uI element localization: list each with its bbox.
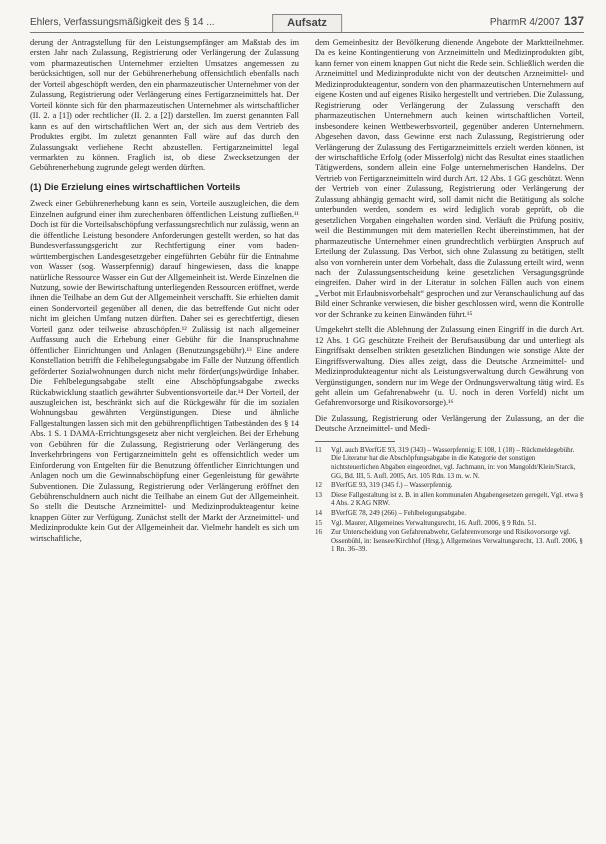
- header-author-title: Ehlers, Verfassungsmäßigkeit des § 14 ...: [30, 17, 215, 28]
- header-section-label: Aufsatz: [272, 14, 342, 32]
- footnote: [315, 481, 584, 490]
- paragraph: dem Gemeinbesitz der Bevölkerung dienende Angebote der Marktteilnehmer. Da es keine Kontingentierung von Arzneimitteln und Medizinprodukten gibt, kann ferner von einem knappen Gut nicht die Rede sein. Schließlich werden die Arzneimittel und Medizinprodukte nicht von der deutschen Arzneimittel- und Medizinprodukteagentur, sondern von den pharmazeutischen Unternehmern auf eigene Kosten und auf eigenes Risiko hergestellt und vertrieben. Die Zulassung, Registrierung oder Verlängerung der Zulassung verschafft den pharmazeutischen Unternehmern auch keinen wirtschaftlichen Vorteil, insbesondere keinen Wettbewerbsvorteil, gegenüber anderen Unternehmern. Abgesehen davon, dass Gewinne erst nach Zulassung, Registrierung oder Verlängerung der Zulassung des Fertigarzneimittels erzielt werden können, ist der wirtschaftliche Erfolg (oder Misserfolg) nicht das Resultat eines staatlichen Tätigwerdens, sondern allein eine Folge unternehmerischen Handelns. Der Vertrieb von Fertigarzneimitteln wird durch Art. 12 Abs. 1 GG geschützt. Wenn der Vertrieb von einer Zulassung, Registrierung oder Verlängerung der Zulassung abhängig gemacht wird, soll damit nicht die Betätigung als solche unterbunden werden, sondern es wird lediglich vorab geprüft, ob die gesetzlichen Vorgaben eingehalten worden sind. Verläuft die Prüfung positiv, weil die Bestimmungen mit dem materiellen Recht übereinstimmen, hat der pharmazeutische Unternehmer einen grundrechtlich verbürgten Anspruch auf Erteilung der Zulassung. Das Verbot, sich ohne Zulassung zu betätigen, stellt also von vornherein unter dem Vorbehalt, dass die Zulassung erteilt wird, wenn nach der Zulassungsentscheidung keine gesetzlichen Versagungsgründe eingreifen. Daher wird in der Literatur in solchen Fällen auch von einem „Verbot mit Erlaubnisvorbehalt“ gesprochen und zur Veranschaulichung auf das Bild einer Schranke verwiesen, die bisher geschlossen wird, wenn die Kontrolle vor der Schranke zu keinen Einwänden führt.¹⁵: [315, 38, 584, 319]
- page-number: 137: [563, 14, 584, 28]
- left-column: [30, 38, 299, 836]
- header-rule: [30, 32, 584, 33]
- footnote: [315, 509, 584, 518]
- section-heading: (1) Die Erzielung eines wirtschaftlichen Vorteils: [30, 180, 241, 192]
- footnote: [315, 519, 584, 528]
- footnote-text: Zur Unterscheidung von Gefahrenabwehr, Gefahrenvorsorge und Risikovorsorge vgl. Ossenbühl, in: Isensee/Kirchhof (Hrsg.), Allgemeines Verwaltungsrecht, 13. Aufl. 2006, § 1 Rn. 36–39.: [331, 528, 583, 554]
- footnote-number: 12: [315, 481, 322, 490]
- footnote: [315, 528, 584, 554]
- footnote-number: 16: [315, 528, 322, 537]
- right-column: [315, 38, 584, 836]
- footnote-text: Vgl. Maurer, Allgemeines Verwaltungsrecht, 16. Aufl. 2006, § 9 Rdn. 51.: [331, 518, 537, 527]
- footnote-number: 15: [315, 518, 322, 527]
- paragraph: Die Zulassung, Registrierung oder Verlängerung der Zulassung, an der die Deutsche Arzneimittel- und Medi-: [315, 413, 584, 434]
- footnote-number: 13: [315, 490, 322, 499]
- footnote-text: Diese Fallgestaltung ist z. B. in allen kommunalen Abgabengesetzen geregelt, Vgl. etwa § 4 Abs. 2 KAG NRW.: [331, 490, 584, 508]
- footnote-number: 14: [315, 508, 322, 517]
- journal-issue: PharmR 4/2007: [489, 17, 560, 28]
- paragraph: Umgekehrt stellt die Ablehnung der Zulassung einen Eingriff in die durch Art. 12 Abs. 1 GG geschützte Freiheit der Berufsausübung dar und unterliegt als Eingriffsakt denselben strikten gesetzlichen Bindungen wie sonstige Akte der Eingriffsverwaltung. Dies alles zeigt, dass die Deutsche Arzneimittel- und Medizinprodukteagentur nicht als Leistungsverwaltung durch Gewährung von Vergünstigungen, sondern nur im Wege der Ordnungsverwaltung tätig wird. Es geht allein um Gefahrenabwehr (u. U. noch in deren Vorfeld) nicht um Gefahrenvorsorge und Risikovorsorge).¹⁶: [315, 325, 584, 408]
- footnote-text: BVerfGE 78, 249 (266) – Fehlbelegungsabgabe.: [331, 508, 467, 517]
- header-journal-issue: [490, 14, 584, 32]
- footnote-number: 11: [315, 445, 322, 454]
- footnote-text: Vgl. auch BVerfGE 93, 319 (343) – Wasserpfennig; E 108, 1 (18) – Rückmeldegebühr. Die Literatur hat die Abschöpfungsabgabe in die Kategorie der sonstigen nichtsteuerlichen Abgaben eingeordnet, vgl. Jachmann, in: von Mangoldt/Klein/Starck, GG, Bd. III, 5. Aufl. 2005, Art. 105 Rdn. 13 m. w. N.: [331, 445, 576, 480]
- running-header: [30, 6, 584, 32]
- footnote: [315, 491, 584, 508]
- footnotes: [315, 446, 584, 554]
- footnote-text: BVerfGE 93, 319 (345 f.) – Wasserpfennig.: [331, 481, 453, 490]
- footnote-rule: [315, 441, 395, 442]
- footnote: [315, 446, 584, 480]
- paragraph: Zweck einer Gebührenerhebung kann es sein, Vorteile auszugleichen, die dem Einzelnen aufgrund einer ihm zurechenbaren öffentlichen Leistung zufließen.¹¹ Doch ist für die Vorteilsabschöpfung verfassungsrechtlich nur zulässig, wenn an die öffentliche Leistung besondere Anforderungen gestellt werden, so hat das Bundesverfassungsgericht zur Rechtfertigung einer vom baden-württembergischen Landesgesetzgeber eingeführten Gebühr für die Entnahme von Wasser (sog. Wasserpfennig) darauf hingewiesen, dass die knappe natürliche Ressource Wasser ein Gut der Allgemeinheit ist. Werde Einzelnen die Nutzung, sowie der Bewirtschaftung unterliegenden Ressourcen eröffnet, werde ihnen die Teilhabe an dem Gut der Allgemeinheit verschafft. Sie erhielten damit einen Sondervorteil gegenüber all denen, die das betreffende Gut nicht oder nicht im gleichen Umfang nutzen dürften. Daher sei es gerechtfertigt, diesen Vorteil ganz oder teilweise abzuschöpfen.¹² Zulässig ist nach allgemeiner Auffassung auch die Erhebung einer Gebühr für die Inanspruchnahme öffentlicher Einrichtungen und Anlagen (Benutzungsgebühr).¹³ Eine andere Konstellation betrifft die Fehlbelegungsabgabe im Falle der Nutzung öffentlich geförderter Sozialwohnungen durch nicht mehr förder(ungs)würdige Inhaber. Die Fehlbelegungsabgabe stellt eine Abschöpfungsabgabe zwecks Rückabwicklung staatlich gewährter Subventionsvorteile dar.¹⁴ Der Vorteil, der auszugleichen ist, beschränkt sich auf die Rückgewähr für die im sozialen Wohnungsbau gewährten Vergünstigungen. Diese und ähnliche Fallgestaltungen lassen sich mit den gebührenpflichtigen Tatbeständen des § 14 Abs. 1 S. 1 DAMA-Errichtungsgesetz aber nicht vergleichen. Bei der Erhebung von Gebühren für die Zulassung, Registrierung oder Verlängerung des Inverkehrbringens von Fertigarzneimitteln geht es offensichtlich weder um Einforderung von Entgelten für die Benutzung öffentlicher Einrichtungen und Anlagen noch um die Gewinnabschöpfung einer Gegenleistung für gewährte Subventionen. Die Zulassung, Registrierung oder Verlängerung eröffnet den Gebührenschuldnern auch nicht die Teilhabe an einem Gut der Allgemeinheit. So stellt die Deutsche Arzneimittel- und Medizinprodukteagentur keine knappen Güter zur Verfügung. Zunächst stellt der Markt der Arzneimittel- und Medizinprodukte kein Gut der Allgemeinheit dar. Vielmehr handelt es sich um wirtschaftliche,: [30, 199, 299, 543]
- text-columns: [30, 38, 584, 836]
- paragraph: derung der Antragstellung für den Leistungsempfänger am Maßstab des im ersten Jahr nach Zulassung, Registrierung oder Verlängerung der Zulassung vom pharmazeutischen Unternehmer erzielten Umsatzes angemessen zu berücksichtigen, soll nur der Gebührenerhebung offensichtlich ebenfalls nach der Vorteil abgeschöpft werden, den ein pharmazeutischer Unternehmer von der Zulassung, Registrierung oder Verlängerung eines Fertigarzneimittels hat. Der Vorteil könnte sich für den pharmazeutischen Unternehmer als wirtschaftlicher (II. 2. a [1]) oder rechtlicher (II. 2. a [2]) darstellen. Im zuerst genannten Fall kann es auf den wirtschaftlichen Wert an, der sich aus dem Vertrieb des Produktes ergibt. Im zuletzt genannten Fall wäre auf das durch den Zulassungsakt verliehene Recht abzustellen. Fertigarzneimittel legal vermarkten zu können. Fraglich ist, ob diese Zwecksetzungen der Gebührenerhebung zugrunde gelegt werden dürften.: [30, 38, 299, 173]
